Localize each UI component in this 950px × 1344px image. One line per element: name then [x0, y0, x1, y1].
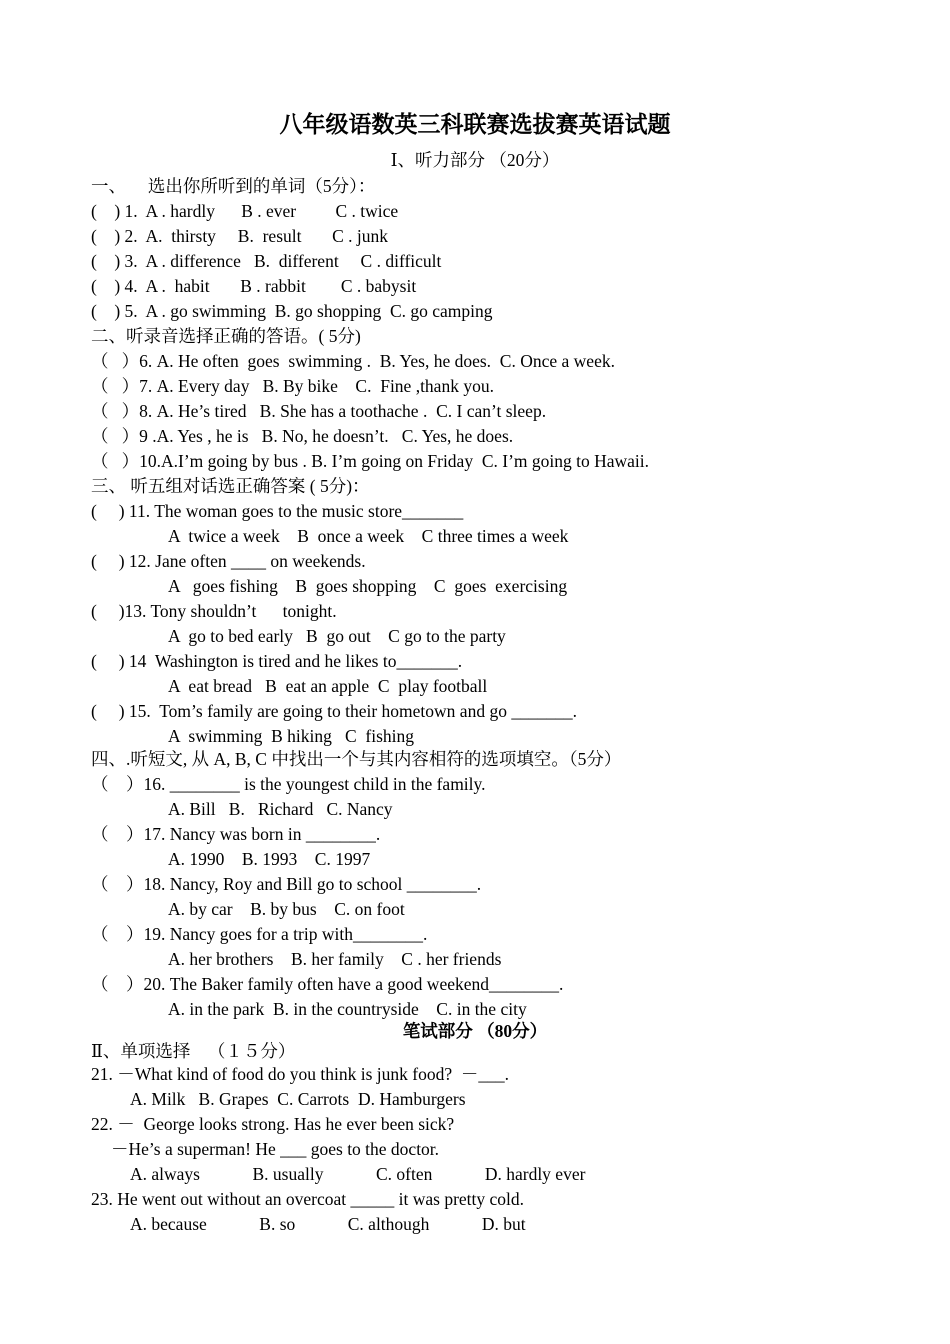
question-7: （ ）7. A. Every day B. By bike C. Fine ,thank you. — [91, 376, 494, 396]
question-22-options: A. always B. usually C. often D. hardly ever — [130, 1164, 586, 1184]
exam-title: 八年级语数英三科联赛选拔赛英语试题 — [279, 112, 671, 138]
question-23: 23. He went out without an overcoat _____ it was pretty cold. — [91, 1189, 525, 1209]
listening-header: Ⅰ、听力部分 （20分） — [390, 150, 560, 170]
question-11-options: A twice a week B once a week C three times a week — [168, 526, 569, 546]
question-2: ( ) 2. A. thirsty B. result C . junk — [91, 226, 389, 246]
question-16-options: A. Bill B. Richard C. Nancy — [168, 799, 393, 819]
question-15: ( ) 15. Tom’s family are going to their hometown and go _______. — [91, 701, 577, 721]
question-12-options: A goes fishing B goes shopping C goes exercising — [168, 576, 568, 596]
question-10: （ ）10.A.I’m going by bus . B. I’m going on Friday C. I’m going to Hawaii. — [91, 451, 650, 471]
written-header: 笔试部分 （80分） — [402, 1021, 548, 1041]
question-14-options: A eat bread B eat an apple C play football — [168, 676, 488, 696]
question-21: 21. －What kind of food do you think is junk food? －___. — [91, 1064, 510, 1084]
question-9: （ ）9 .A. Yes , he is B. No, he doesn’t. C. Yes, he does. — [91, 426, 514, 446]
question-3: ( ) 3. A . difference B. different C . difficult — [91, 251, 442, 271]
question-18-options: A. by car B. by bus C. on foot — [168, 899, 405, 919]
question-11: ( ) 11. The woman goes to the music store_______ — [91, 501, 464, 521]
question-18: （ ）18. Nancy, Roy and Bill go to school ________. — [91, 874, 482, 894]
question-13: ( )13. Tony shouldn’t tonight. — [91, 601, 337, 621]
question-17-options: A. 1990 B. 1993 C. 1997 — [168, 849, 371, 869]
question-17: （ ）17. Nancy was born in ________. — [91, 824, 381, 844]
question-19-options: A. her brothers B. her family C . her friends — [168, 949, 502, 969]
question-20: （ ）20. The Baker family often have a good weekend________. — [91, 974, 564, 994]
question-22-reply: －He’s a superman! He ___ goes to the doctor. — [111, 1139, 440, 1159]
section-2-heading: 二、听录音选择正确的答语。( 5分) — [91, 326, 361, 346]
question-15-options: A swimming B hiking C fishing — [168, 726, 414, 746]
question-1: ( ) 1. A . hardly B . ever C . twice — [91, 201, 399, 221]
question-20-options: A. in the park B. in the countryside C. in the city — [168, 999, 527, 1019]
question-6: （ ）6. A. He often goes swimming . B. Yes, he does. C. Once a week. — [91, 351, 615, 371]
question-4: ( ) 4. A . habit B . rabbit C . babysit — [91, 276, 417, 296]
section-4-heading: 四、.听短文, 从 A, B, C 中找出一个与其内容相符的选项填空。（5分） — [91, 749, 622, 769]
section-1-heading: 一、 选出你所听到的单词（5分）： — [91, 176, 376, 196]
question-23-options: A. because B. so C. although D. but — [130, 1214, 526, 1234]
question-14: ( ) 14 Washington is tired and he likes to_______. — [91, 651, 463, 671]
question-22: 22. － George looks strong. Has he ever been sick? — [91, 1114, 455, 1134]
question-12: ( ) 12. Jane often ____ on weekends. — [91, 551, 366, 571]
section-3-heading: 三、 听五组对话选正确答案 ( 5分)： — [91, 476, 370, 496]
question-8: （ ）8. A. He’s tired B. She has a toothache . C. I can’t sleep. — [91, 401, 547, 421]
question-19: （ ）19. Nancy goes for a trip with________. — [91, 924, 428, 944]
question-13-options: A go to bed early B go out C go to the party — [168, 626, 506, 646]
question-16: （ ）16. ________ is the youngest child in the family. — [91, 774, 486, 794]
question-21-options: A. Milk B. Grapes C. Carrots D. Hamburgers — [130, 1089, 466, 1109]
section-5-heading: Ⅱ、单项选择 （１５分） — [91, 1041, 296, 1061]
question-5: ( ) 5. A . go swimming B. go shopping C. go camping — [91, 301, 493, 321]
